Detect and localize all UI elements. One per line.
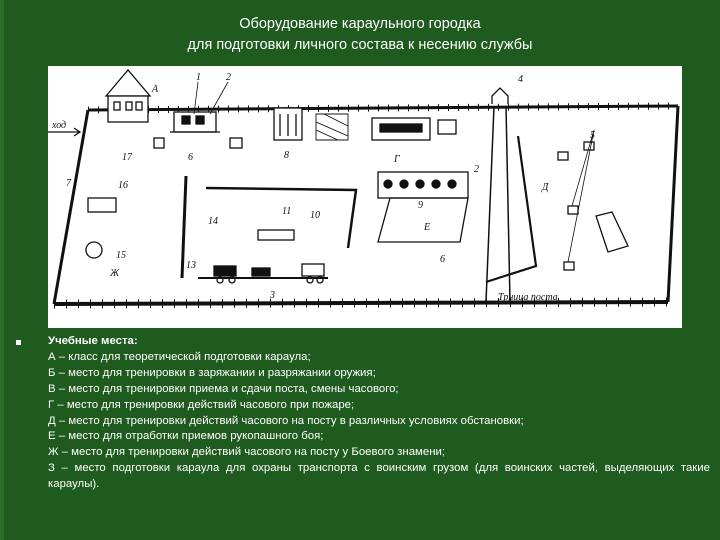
slide-title (0, 14, 720, 56)
slide-left-accent-bar (0, 0, 4, 540)
target-figures-row (378, 172, 468, 198)
post-d-flags (558, 130, 594, 270)
table-11 (258, 230, 294, 240)
legend-heading: Учебные места: (48, 335, 138, 347)
booth-6 (154, 138, 164, 148)
label-letter-e: Е (424, 222, 431, 233)
area-e (378, 198, 468, 242)
class-building-a (106, 70, 150, 122)
sentry-route (486, 136, 536, 282)
legend-item-a: А – класс для теоретической подготовки караула; (48, 350, 311, 363)
label-4: 4 (518, 74, 523, 85)
transport-area (198, 264, 328, 283)
label-14: 14 (208, 216, 218, 227)
legend-item-v: В – место для тренировки приема и сдачи поста, смены часового; (48, 382, 399, 395)
hatched-area (316, 114, 348, 140)
guard-camp-drawing (48, 66, 682, 328)
label-letter-a: А (152, 84, 159, 95)
shed-8 (274, 108, 302, 140)
title-line-2: для подготовки личного состава к несению службы (187, 37, 533, 53)
entrance-label: ход (52, 120, 67, 131)
bullet-marker (16, 340, 21, 345)
booth-b (230, 138, 242, 148)
label-5: 5 (590, 130, 595, 141)
label-letter-d: Д (542, 182, 549, 193)
label-letter-g: Г (394, 154, 400, 165)
label-8: 8 (284, 150, 289, 161)
guard-camp-diagram (48, 66, 682, 328)
legend-item-g: Г – место для тренировки действий часового при пожаре; (48, 398, 355, 411)
loading-station (170, 112, 220, 132)
legend-item-e: Е – место для отработки приемов рукопашного боя; (48, 430, 324, 443)
fence-front (54, 302, 668, 304)
legend-block (48, 334, 710, 493)
banner-post-15 (86, 242, 102, 258)
label-16: 16 (118, 180, 128, 191)
legend-item-zh: Ж – место для тренировки действий часового на посту у Боевого знамени; (48, 446, 446, 459)
label-11: 11 (282, 206, 292, 217)
label-10: 10 (310, 210, 320, 221)
fence-back (88, 106, 678, 110)
watch-tower (486, 88, 510, 302)
label-letter-zh: Ж (110, 268, 120, 279)
label-9: 9 (418, 200, 423, 211)
label-13: 13 (186, 260, 196, 271)
label-17: 17 (122, 152, 132, 163)
label-3: 3 (270, 290, 275, 301)
stand-16 (88, 198, 116, 212)
post-d-tower (596, 212, 628, 252)
fence-left (54, 110, 88, 304)
label-1: 1 (196, 72, 201, 83)
label-15: 15 (116, 250, 126, 261)
legend-item-z: З – место подготовки караула для охраны транспорта с воинским грузом (для воинских частей, выделяющих такие караулы). (48, 462, 710, 491)
legend-item-b: Б – место для тренировки в заряжании и разряжании оружия; (48, 366, 376, 379)
legend-item-d: Д – место для тренировки действий часового на посту в различных условиях обстановки; (48, 414, 524, 427)
fence-right (668, 106, 678, 302)
label-6a: 6 (188, 152, 193, 163)
sentry-route-label: Трница поста (498, 292, 558, 303)
fire-training-building (372, 118, 456, 140)
label-6b: 6 (440, 254, 445, 265)
label-2b: 2 (474, 164, 479, 175)
label-7: 7 (66, 178, 71, 189)
label-2: 2 (226, 72, 231, 83)
title-line-1: Оборудование караульного городка (239, 16, 481, 32)
